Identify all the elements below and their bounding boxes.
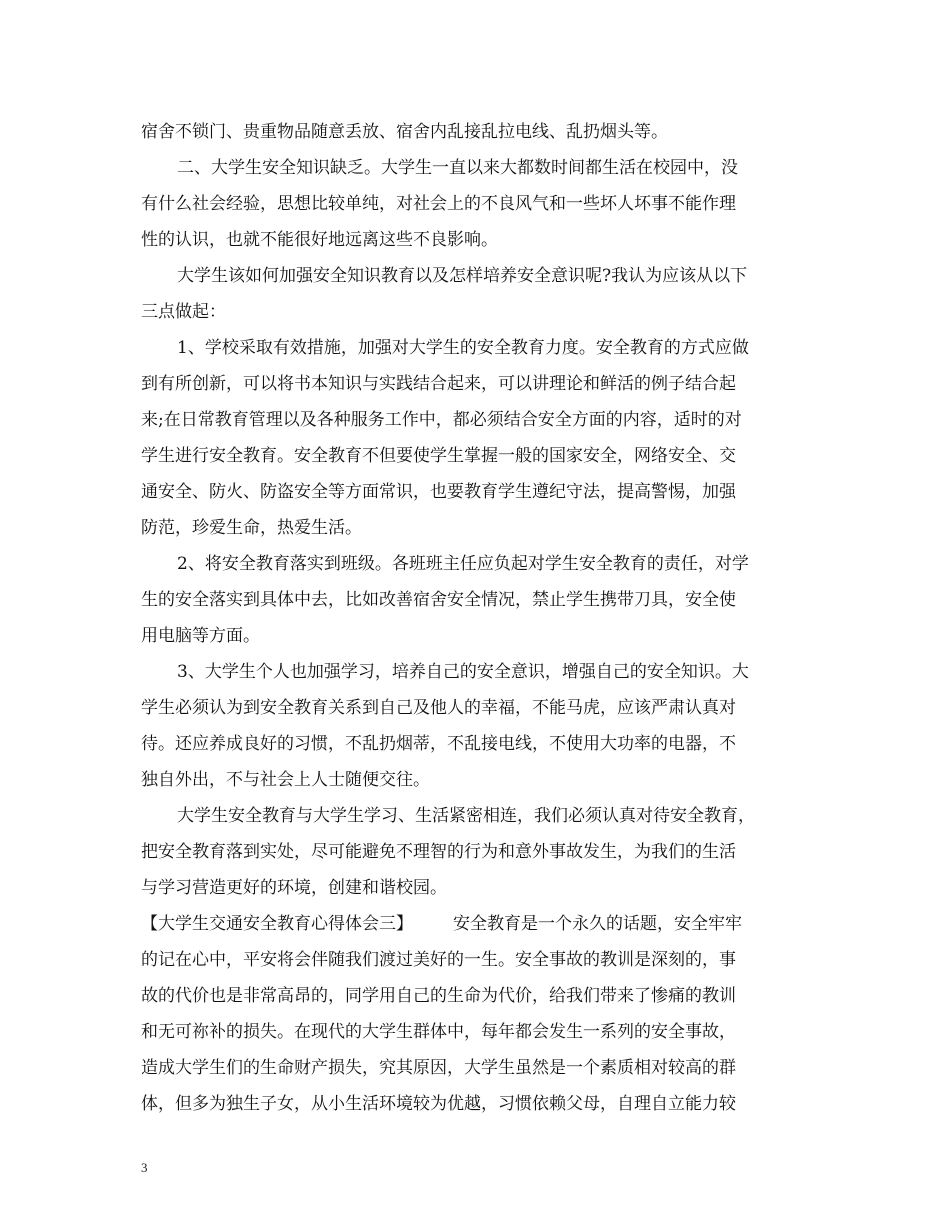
text-line: 来;在日常教育管理以及各种服务工作中，都必须结合安全方面的内容，适时的对 <box>141 410 742 430</box>
page-number: 3 <box>141 1160 148 1175</box>
text-line: 防范，珍爱生命，热爱生活。 <box>141 518 362 538</box>
text-line: 体，但多为独生子女，从小生活环境较为优越，习惯依赖父母，自理自立能力较 <box>141 1094 736 1114</box>
text-line: 通安全、防火、防盗安全等方面常识，也要教育学生遵纪守法，提高警惕，加强 <box>141 482 736 502</box>
section-heading: 【大学生交通安全教育心得体会三】 <box>141 914 413 934</box>
text-line: 宿舍不锁门、贵重物品随意丢放、宿舍内乱接乱拉电线、乱扔烟头等。 <box>141 122 668 142</box>
text-line: 有什么社会经验，思想比较单纯，对社会上的不良风气和一些坏人坏事不能作理 <box>141 194 736 214</box>
text-line: 三点做起： <box>141 302 226 322</box>
text-line: 和无可祢补的损失。在现代的大学生群体中，每年都会发生一系列的安全事故， <box>141 1022 736 1042</box>
text-line: 生的安全落实到具体中去，比如改善宿舍安全情况，禁止学生携带刀具，安全使 <box>141 590 736 610</box>
text-line: 2、将安全教育落实到班级。各班班主任应负起对学生安全教育的责任，对学 <box>177 554 749 574</box>
text-line: 的记在心中，平安将会伴随我们渡过美好的一生。安全事故的教训是深刻的，事 <box>141 950 736 970</box>
text-line: 用电脑等方面。 <box>141 626 260 646</box>
text-line: 学生必须认为到安全教育关系到自己及他人的幸福，不能马虎，应该严肃认真对 <box>141 698 736 718</box>
text-line: 学生进行安全教育。安全教育不但要使学生掌握一般的国家安全，网络安全、交 <box>141 446 736 466</box>
text-line: 到有所创新，可以将书本知识与实践结合起来，可以讲理论和鲜活的例子结合起 <box>141 374 736 394</box>
text-line: 待。还应养成良好的习惯，不乱扔烟蒂，不乱接电线，不使用大功率的电器，不 <box>141 734 736 754</box>
text-line: 性的认识，也就不能很好地远离这些不良影响。 <box>141 230 498 250</box>
text-line: 独自外出，不与社会上人士随便交往。 <box>141 770 430 790</box>
section-first-line: 安全教育是一个永久的话题，安全牢牢 <box>453 914 742 934</box>
text-line: 故的代价也是非常高昂的，同学用自己的生命为代价，给我们带来了惨痛的教训 <box>141 986 736 1006</box>
text-line: 3、大学生个人也加强学习，培养自己的安全意识，增强自己的安全知识。大 <box>177 662 749 682</box>
text-line: 造成大学生们的生命财产损失，究其原因，大学生虽然是一个素质相对较高的群 <box>141 1058 736 1078</box>
text-line: 1、学校采取有效措施，加强对大学生的安全教育力度。安全教育的方式应做 <box>177 338 749 358</box>
text-line: 大学生该如何加强安全知识教育以及怎样培养安全意识呢?我认为应该从以下 <box>177 266 748 286</box>
text-line: 把安全教育落到实处，尽可能避免不理智的行为和意外事故发生，为我们的生活 <box>141 842 736 862</box>
text-line: 二、大学生安全知识缺乏。大学生一直以来大都数时间都生活在校园中，没 <box>177 158 738 178</box>
text-line: 与学习营造更好的环境，创建和谐校园。 <box>141 878 447 898</box>
text-line: 大学生安全教育与大学生学习、生活紧密相连，我们必须认真对待安全教育， <box>177 806 755 826</box>
section-heading-line <box>141 914 742 934</box>
